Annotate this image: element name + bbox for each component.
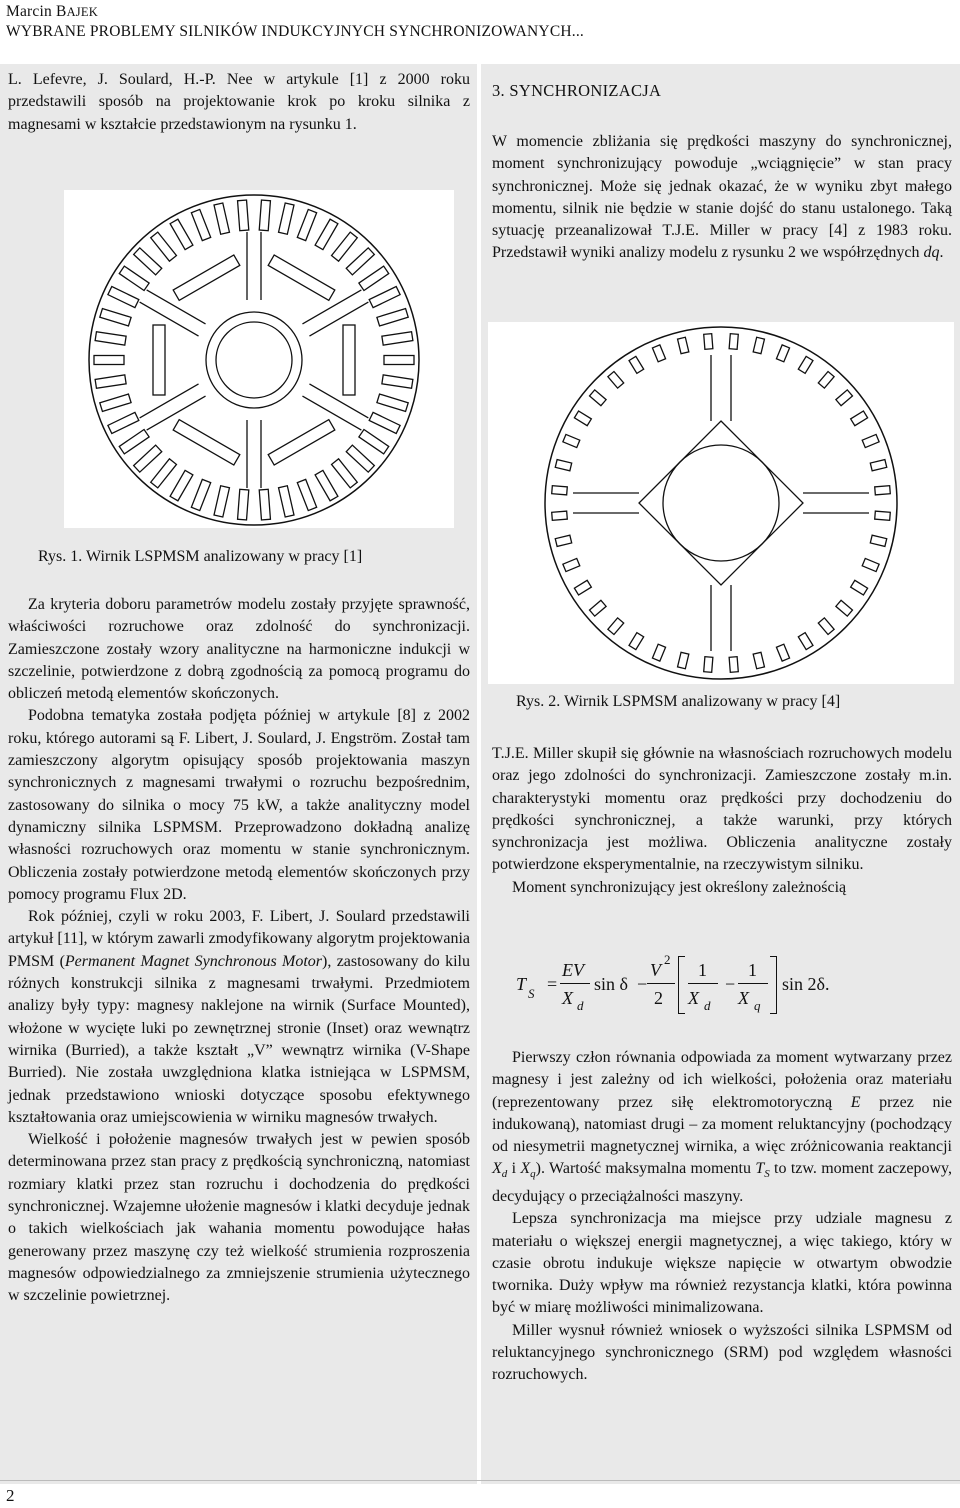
s1-italic: dq [923,244,940,262]
rotor-2-cage-slot [818,372,834,389]
rotor-1-cage-slot [134,248,162,275]
eq-fraction-bar-4 [738,983,768,984]
s1-end: . [939,244,944,262]
p3-part-b: ), zastosowany do kilu różnych konstrukcji silnika z magnesami trwałymi. Przedmiotem analizy były typy: magnesy naklejone na wirnik (Surface Mounted), włożone w wycięte luki po zewnętrznej stronie (Inset) oraz wewnątrz wirnika (Burried), a także kształt „V” wewnątrz wirnika (V-Shape Burried). Nie została uwzględniona klatka istniejąca w LSPMSM, jednak przedstawiono wnioski dotyczące sposobu efektywnego kształtowania oraz umiejscowienia w wirniku magnesów trwałych. [8,952,470,1126]
eq-fraction-bar-2 [647,983,675,984]
rotor-2-cage-slot [652,644,665,661]
eq-X-d-sub: d [704,998,711,1013]
r3-b: przez nie indukowaną), natomiast drugi – za moment reluktancyjny (pochodzący od niesymetrii magnetycznej wirnika, a więc zróżnicowania reaktancji [492,1093,952,1156]
rotor-1-cage-slot [377,394,408,411]
rotor-1-cage-slot [359,266,389,290]
figure-2-caption [516,692,840,712]
rotor-2-cage-slot [798,356,813,373]
paper-title: WYBRANE PROBLEMY SILNIKÓW INDUKCYJNYCH SYNCHRONIZOWANYCH... [6,23,584,40]
rotor-2-cage-slot [875,511,891,520]
author-name: Marcin BAJEK [6,3,98,20]
figure-2-label: Rys. 2. [516,693,561,710]
rotor-1-magnet [268,255,335,300]
r3-Xq [520,1160,536,1181]
rotor-1-cage-slot [359,430,389,454]
rotor-1-cage-slot [384,356,414,365]
rotor-1-cage-slot [315,219,338,249]
eq-equals: = [547,974,558,994]
rotor-1-cage-slot [369,412,400,433]
rotor-2-cage-slot [836,600,853,616]
paragraph-miller-1: T.J.E. Miller skupił się głównie na własnościach rozruchowych modelu oraz jego zdolności do synchronizacji. Zamieszczone zostały m.in. charakterystyki momentu oraz prędkości przy dochodzeniu do prędkości synchronicznej, a także warunki, przy których synchronizacja jest możliwa. Obliczenia analityczne zostały potwierdzone eksperymentalnie, na rzeczywistym silniku. [492,745,952,874]
rotor-1-cage-slot [259,489,270,520]
eq-X-d: X [688,988,699,1008]
rotor-2-shaft [663,445,779,561]
figure-2-text: Wirnik LSPMSM analizowany w pracy [4] [560,693,841,710]
rotor-1-cage-slot [100,394,131,411]
rotor-1-cage-slot [297,209,316,240]
r3-d: ). Wartość maksymalna momentu [535,1160,756,1178]
eq-fraction-bar-1 [560,983,590,984]
rotor-1-outline [89,195,419,525]
rotor-1-spoke-edge [309,302,368,336]
rotor-2-cage-slot [629,633,644,650]
rotor-1-cage-slot [382,375,413,388]
rotor-2-cage-slot [555,535,571,546]
rotor-1-cage-slot [346,445,374,472]
rotor-2-cage-slot [563,434,580,447]
rotor-2-cage-slot [753,652,764,668]
sync-intro [492,131,952,265]
rotor-1-cage-slot [191,209,210,240]
rotor-2-cage-slot [590,600,607,616]
rotor-1-cage-slot [151,232,177,261]
rotor-1-cage-slot [170,470,193,500]
rotor-1-cage-slot [279,486,294,517]
rotor-2-cage-slot [851,411,868,426]
rotor-2-cage-slot [870,535,886,546]
rotor-1-cage-slot [95,332,126,345]
s1-text: W momencie zbliżania się prędkości maszyny do synchronicznej, moment synchronizujący powoduje „wciągnięcie” w stan pracy synchronicznej. Może się jednak okazać, że w wyniku zbyt małego momentu, silnik nie będzie w stanie dojść do stanu ustalonego. Taką sytuację przeanalizował T.J.E. Miller w pracy [4] z 1983 roku. Przedstawił wyniki analizy modelu z rysunku 2 we współrzędnych [492,133,952,262]
r3-Ts-sub: S [764,1168,770,1181]
rotor-2-cage-slot [563,558,580,571]
r3-Xq-sub: q [530,1168,536,1181]
rotor-2-cage-slot [870,460,886,471]
paragraph-magnets: Wielkość i położenie magnesów trwałych jest w pewien sposób determinowana przez stan pracy z prędkością synchroniczną, natomiast rozmiary klatki przez stan rozruchu i dochodzenia do prędkości synchronicznej. Wzajemne ułożenie magnesów i klatki decyduje jednak o takich wielkościach jak wahania momentu powodujące hałas generowany przez maszynę czy też wielkość strumienia rozproszenia magnesów odpowiedzialnego za zmniejszenie strumienia użytecznego w szczelinie powietrznej. [8,1131,470,1305]
footer-rule [0,1480,960,1481]
rotor-2-cage-slot [678,337,689,353]
r3-Xd-sub: d [501,1168,508,1181]
r3-Xq-X: X [520,1160,531,1178]
rotor-2-cage-slot [851,580,868,595]
running-header [6,2,584,41]
r3-Xd [492,1160,508,1181]
rotor-1-cage-slot [94,356,124,365]
intro-paragraph: L. Lefevre, J. Soulard, H.-P. Nee w artykule [1] z 2000 roku przedstawili sposób na projektowanie krok po kroku silnika z magnesami w kształcie przedstawionym na rysunku 1. [8,71,470,133]
torque-equation [492,950,952,1030]
figure-2 [488,322,954,684]
eq-X-q-sub: q [754,998,761,1013]
r3-E: E [850,1093,861,1111]
paragraph-libert-2002: Podobna tematyka została podjęta później w artykule [8] z 2002 roku, którego autorami są F. Libert, J. Soulard, J. Engström. Został tam zamieszczony algorytm opisujący sposób projektowania maszyn synchronicznych z magnesami trwałymi o rozruchu bezpośrednim, zastosowany do silnika o mocy 75 kW, a także analityczny model dynamiczny silnika LSPMSM. Przeprowadzono dokładną analizę własności rozruchowych oraz momentu w stanie synchronicznym. Obliczenia zostały potwierdzone metodą elementów skończonych przy pomocy programu Flux 2D. [8,707,470,903]
rotor-1-cage-slot [332,232,358,261]
paragraph-libert-2003 [8,906,470,1129]
rotor-2-cage-slot [678,652,689,668]
section-title: 3. SYNCHRONIZACJA [492,81,662,100]
rotor-2-cage-slot [875,486,891,495]
eq-S: S [528,986,535,1001]
rotor-1-magnet [173,255,240,300]
rotor-2-cage-slot [574,411,591,426]
rotor-2-cage-slot [862,558,879,571]
eq-EV: EV [562,960,584,980]
p3-italic: Permanent Magnet Synchronous Motor [64,952,323,970]
rotor-2-cage-slot [753,337,764,353]
rotor-1-cage-slot [279,203,294,234]
rotor-2-cage-slot [818,618,834,635]
rotor-2-cage-slot [555,460,571,471]
rotor-1-cage-slot [134,445,162,472]
rotor-2-cage-slot [862,434,879,447]
figure-1 [64,190,454,528]
paragraph-first-term [492,1047,952,1208]
rotor-2-cage-slot [652,345,665,362]
sync-intro-text [492,131,952,265]
rotor-1-cage-slot [332,459,358,488]
rotor-2-cage-slot [552,511,568,520]
rotor-2-cage-slot [704,657,713,673]
eq-one-2: 1 [748,960,757,980]
rotor-1-spoke-edge [309,384,368,418]
figure-1-label: Rys. 1. [38,548,83,565]
r3-e: to tzw. moment zaczepowy, decydujący o przeciążalności maszyny. [492,1160,952,1205]
rotor-1-cage-slot [119,430,149,454]
paragraph-miller-conclusion: Miller wysnuł również wniosek o wyższości silnika LSPMSM od reluktancyjnego synchronicznego (SRM) pod względem własności rozruchowych. [492,1321,952,1384]
rotor-2-cage-slot [798,633,813,650]
rotor-1-cage-slot [377,309,408,326]
rotor-1-magnet [268,420,335,465]
eq-sin-2delta: sin 2δ. [782,974,830,994]
rotor-1-spoke-edge [140,302,199,336]
right-body-1 [492,743,952,899]
rotor-1-cage-slot [108,287,139,308]
rotor-1-cage-slot [214,203,229,234]
paragraph-better-sync: Lepsza synchronizacja ma miejsce przy udziale magnesu z materiału o większej energii magnetycznej, a więc takiego, który w czasie obrotu indukuje większe napięcie w otwartym obwodzie twornika. Duży wpływ ma również rezystancja klatki, która powinna być w miarę możliwości minimalizowana. [492,1210,952,1317]
rotor-1-cage-slot [214,486,229,517]
rotor-1-cage-slot [297,479,316,510]
rotor-1-drawing [64,190,454,528]
eq-bracket-right [770,956,777,1014]
eq-one-1: 1 [698,960,707,980]
rotor-1-hub [206,312,302,408]
eq-Xd-sub: d [577,998,584,1013]
r3-Ts-T: T [755,1160,765,1178]
figure-1-text: Wirnik LSPMSM analizowany w pracy [1] [82,548,363,565]
paragraph-criteria: Za kryteria doboru parametrów modelu zostały przyjęte sprawność, właściwości rozruchowe oraz zdolność do synchronizacji. Zamieszczone zostały wzory analityczne na harmoniczne indukcji w szczelinie, potwierdzone z dobrą zgodnością za pomocą programu do obliczeń metodą elementów skończonych. [8,596,470,703]
rotor-2-cage-slot [552,486,568,495]
rotor-2-cage-slot [704,334,713,350]
eq-two: 2 [654,988,663,1008]
rotor-1-cage-slot [382,332,413,345]
rotor-1-shaft [216,322,292,398]
rotor-1-cage-slot [259,200,270,231]
figure-1-caption [38,547,362,567]
eq-V-sq: 2 [664,952,671,967]
right-body-2 [492,1047,952,1387]
eq-minus-2: − [725,974,736,994]
rotor-1-magnet [153,325,165,395]
rotor-2-cage-slot [608,372,624,389]
rotor-1-cage-slot [191,479,210,510]
rotor-2-cage-slot [776,345,789,362]
p3-part-a: Rok później, czyli w roku 2003, F. Libert, J. Soulard przedstawili artykuł [11], w którym zawarli zmodyfikowany algorytm projektowania PMSM ( [8,908,470,970]
eq-minus-1: − [637,974,648,994]
rotor-1-cage-slot [108,412,139,433]
rotor-1-spoke-edge [140,384,199,418]
rotor-2-cage-slot [608,618,624,635]
rotor-1-cage-slot [151,459,177,488]
rotor-1-magnet [173,420,240,465]
rotor-2-cage-slot [729,657,738,673]
rotor-2-cage-slot [836,390,853,406]
eq-fraction-bar-3 [688,983,718,984]
rotor-1-cage-slot [238,200,249,231]
author-smallcaps: AJEK [66,5,98,19]
rotor-1-cage-slot [346,248,374,275]
eq-bracket-left [678,956,685,1014]
rotor-2-cage-slot [574,580,591,595]
rotor-1-cage-slot [369,287,400,308]
eq-sin-delta: sin δ [594,974,628,994]
r3-Xd-X: X [492,1160,502,1178]
page-number: 2 [6,1486,15,1505]
eq-Xd: X [562,988,573,1008]
rotor-2-cage-slot [590,390,607,406]
rotor-2-outline [545,327,897,679]
rotor-1-cage-slot [315,470,338,500]
rotor-1-cage-slot [119,266,149,290]
rotor-1-cage-slot [238,489,249,520]
r3-Ts [755,1160,770,1181]
r3-c: i [507,1160,521,1178]
eq-T: T [516,974,527,994]
r3-a: Pierwszy człon równania odpowiada za moment wytwarzany przez magnesy i jest zależny od ich wielkości, położenia oraz materiału (reprezentowany przez siłę elektromotoryczną [492,1049,952,1111]
eq-V: V [650,960,661,980]
rotor-1-cage-slot [100,309,131,326]
rotor-2-cage-slot [776,644,789,661]
rotor-2-cage-slot [729,334,738,350]
rotor-1-cage-slot [170,219,193,249]
paragraph-moment-def: Moment synchronizujący jest określony zależnością [512,878,847,896]
rotor-1-cage-slot [95,375,126,388]
left-body [8,594,470,1308]
rotor-2-drawing [488,322,954,684]
eq-X-q: X [738,988,749,1008]
rotor-1-magnet [343,325,355,395]
rotor-2-cage-slot [629,356,644,373]
